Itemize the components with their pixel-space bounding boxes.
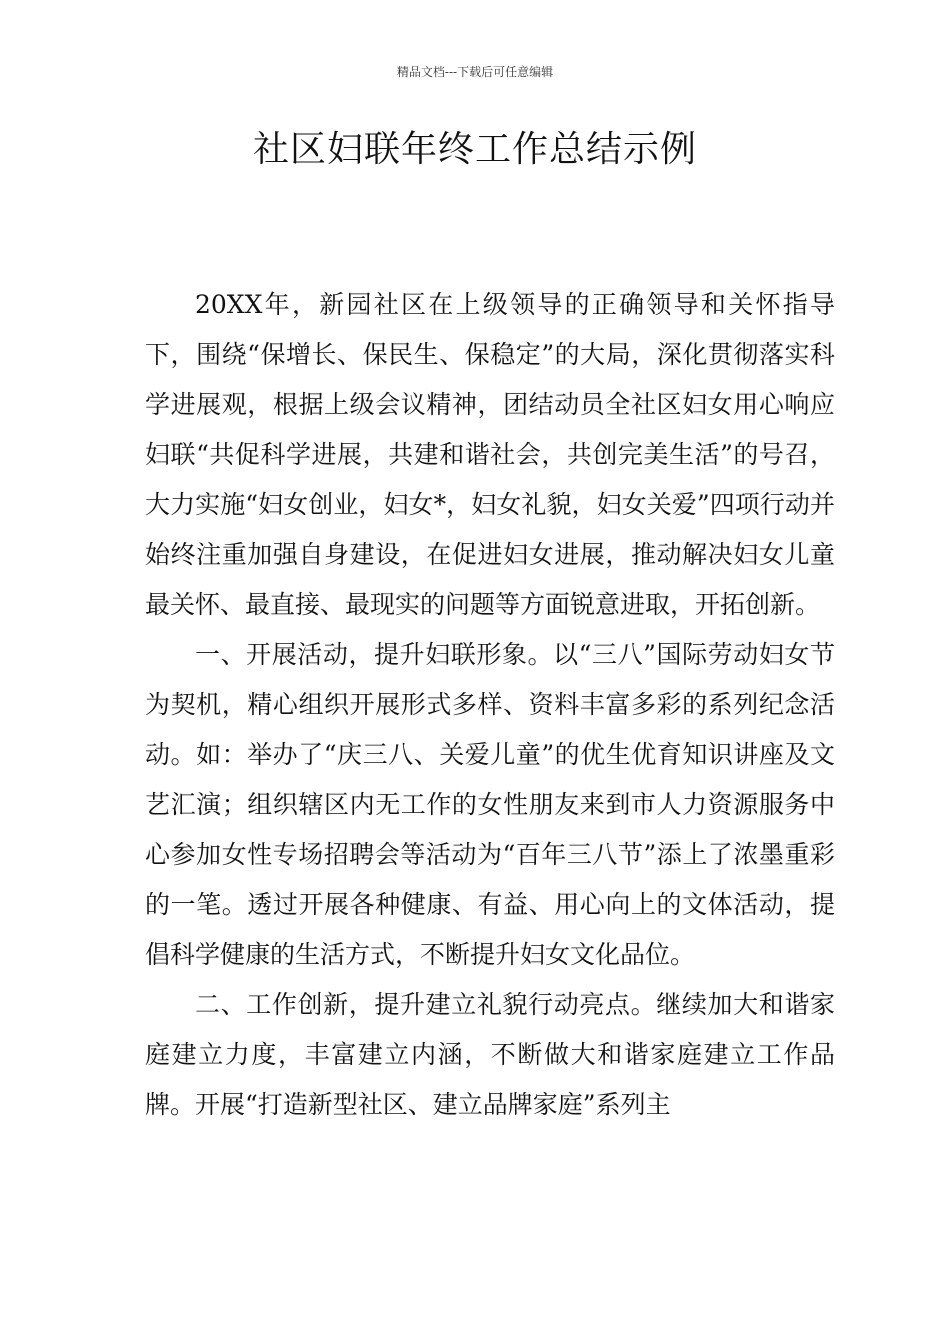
paragraph-section-one: 一、开展活动，提升妇联形象。以“三八”国际劳动妇女节为契机，精心组织开展形式多样、资料丰富多彩的系列纪念活动。如：举办了“庆三八、关爱儿童”的优生优育知识讲座及文艺汇演；组织辖区内无工作的女性朋友来到市人力资源服务中心参加女性专场招聘会等活动为“百年三八节”添上了浓墨重彩的一笔。透过开展各种健康、有益、用心向上的文体活动，提倡科学健康的生活方式，不断提升妇女文化品位。 bbox=[145, 640, 835, 969]
paragraph-intro: 20XX年，新园社区在上级领导的正确领导和关怀指导下，围绕“保增长、保民生、保稳定”的大局，深化贯彻落实科学进展观，根据上级会议精神，团结动员全社区妇女用心响应妇联“共促科学进展，共建和谐社会，共创完美生活”的号召，大力实施“妇女创业，妇女*，妇女礼貌，妇女关爱”四项行动并始终注重加强自身建设，在促进妇女进展，推动解决妇女儿童最关怀、最直接、最现实的问题等方面锐意进取，开拓创新。 bbox=[145, 290, 835, 619]
document-body bbox=[145, 280, 835, 1130]
header-note: 精品文档---下载后可任意编辑 bbox=[396, 65, 554, 79]
paragraph-section-two: 二、工作创新，提升建立礼貌行动亮点。继续加大和谐家庭建立力度，丰富建立内涵，不断做大和谐家庭建立工作品牌。开展“打造新型社区、建立品牌家庭”系列主 bbox=[145, 990, 835, 1119]
document-title: 社区妇联年终工作总结示例 bbox=[252, 129, 697, 170]
